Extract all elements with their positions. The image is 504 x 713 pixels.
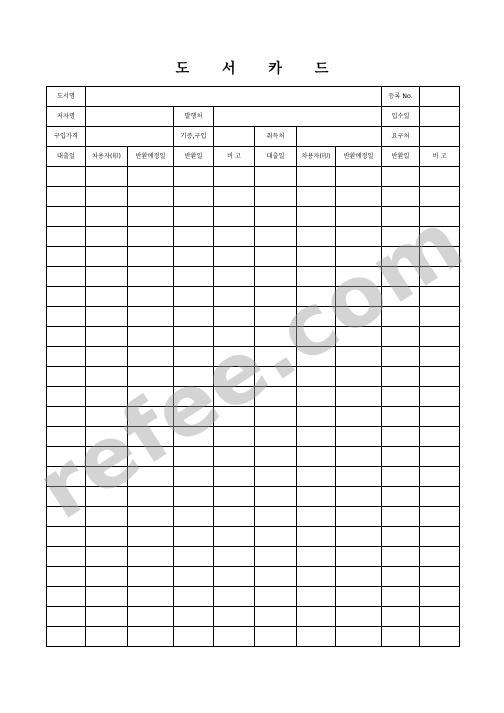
loan-cell[interactable] [86, 567, 128, 587]
loan-cell[interactable] [128, 587, 174, 607]
author-label: 저자명 [47, 107, 86, 127]
loan-cell[interactable] [382, 627, 420, 647]
loan-row [47, 407, 460, 427]
loan-cell[interactable] [174, 587, 214, 607]
loan-cell[interactable] [255, 607, 297, 627]
loan-cell[interactable] [255, 427, 297, 447]
loan-cell[interactable] [255, 487, 297, 507]
loan-cell[interactable] [47, 347, 86, 367]
loan-cell[interactable] [255, 447, 297, 467]
loan-cell[interactable] [382, 447, 420, 467]
loan-cell[interactable] [128, 567, 174, 587]
loan-cell[interactable] [128, 387, 174, 407]
loan-cell[interactable] [297, 507, 336, 527]
loan-cell[interactable] [128, 267, 174, 287]
loan-cell[interactable] [214, 627, 255, 647]
loan-cell[interactable] [86, 507, 128, 527]
loan-cell[interactable] [382, 207, 420, 227]
loan-cell[interactable] [174, 187, 214, 207]
loan-cell[interactable] [128, 507, 174, 527]
loan-cell[interactable] [382, 307, 420, 327]
book-name-label: 도서명 [47, 87, 86, 107]
loan-cell[interactable] [214, 187, 255, 207]
loan-cell[interactable] [86, 487, 128, 507]
loan-cell[interactable] [128, 287, 174, 307]
loan-cell[interactable] [255, 167, 297, 187]
loan-cell[interactable] [336, 327, 382, 347]
loan-cell[interactable] [336, 167, 382, 187]
loan-cell[interactable] [297, 627, 336, 647]
header-remarks: 비 고 [214, 147, 255, 167]
reg-no-field[interactable] [420, 87, 460, 107]
loan-cell[interactable] [214, 507, 255, 527]
loan-cell[interactable] [174, 487, 214, 507]
loan-cell[interactable] [420, 567, 460, 587]
loan-cell[interactable] [420, 527, 460, 547]
loan-cell[interactable] [47, 527, 86, 547]
loan-cell[interactable] [86, 587, 128, 607]
loan-cell[interactable] [297, 287, 336, 307]
loan-cell[interactable] [174, 307, 214, 327]
loan-cell[interactable] [174, 287, 214, 307]
loan-cell[interactable] [420, 287, 460, 307]
loan-cell[interactable] [336, 427, 382, 447]
loan-cell[interactable] [86, 347, 128, 367]
loan-cell[interactable] [47, 587, 86, 607]
loan-cell[interactable] [128, 247, 174, 267]
loan-cell[interactable] [47, 287, 86, 307]
loan-row [47, 487, 460, 507]
loan-cell[interactable] [128, 527, 174, 547]
loan-cell[interactable] [174, 407, 214, 427]
loan-cell[interactable] [420, 587, 460, 607]
loan-cell[interactable] [382, 267, 420, 287]
loan-cell[interactable] [255, 507, 297, 527]
loan-cell[interactable] [336, 607, 382, 627]
loan-cell[interactable] [255, 527, 297, 547]
loan-cell[interactable] [420, 507, 460, 527]
loan-cell[interactable] [297, 167, 336, 187]
donation-label: 기증,구입 [174, 127, 214, 147]
loan-cell[interactable] [297, 227, 336, 247]
loan-cell[interactable] [336, 367, 382, 387]
loan-row [47, 267, 460, 287]
loan-cell[interactable] [214, 227, 255, 247]
loan-cell[interactable] [382, 287, 420, 307]
acquired-label: 입수일 [382, 107, 420, 127]
loan-cell[interactable] [255, 387, 297, 407]
loan-cell[interactable] [128, 607, 174, 627]
header-due-date-2: 반환예정일 [336, 147, 382, 167]
loan-cell[interactable] [174, 167, 214, 187]
loan-cell[interactable] [255, 347, 297, 367]
loan-cell[interactable] [214, 447, 255, 467]
loan-cell[interactable] [174, 427, 214, 447]
header-due-date: 반환예정일 [128, 147, 174, 167]
loan-cell[interactable] [382, 547, 420, 567]
loan-row [47, 547, 460, 567]
loan-cell[interactable] [297, 307, 336, 327]
publisher-label: 발행처 [174, 107, 214, 127]
loan-cell[interactable] [47, 507, 86, 527]
loan-cell[interactable] [420, 447, 460, 467]
loan-cell[interactable] [420, 327, 460, 347]
loan-cell[interactable] [174, 447, 214, 467]
loan-cell[interactable] [255, 287, 297, 307]
loan-cell[interactable] [336, 627, 382, 647]
price-label: 구입가격 [47, 127, 86, 147]
loan-cell[interactable] [255, 467, 297, 487]
loan-cell[interactable] [47, 167, 86, 187]
loan-cell[interactable] [255, 307, 297, 327]
loan-cell[interactable] [47, 607, 86, 627]
loan-cell[interactable] [47, 267, 86, 287]
loan-cell[interactable] [47, 567, 86, 587]
loan-cell[interactable] [420, 467, 460, 487]
publisher-field[interactable] [214, 107, 382, 127]
loan-cell[interactable] [255, 407, 297, 427]
requester-label: 요구처 [382, 127, 420, 147]
loan-cell[interactable] [420, 547, 460, 567]
loan-cell[interactable] [128, 367, 174, 387]
loan-cell[interactable] [128, 327, 174, 347]
loan-cell[interactable] [336, 447, 382, 467]
loan-cell[interactable] [420, 207, 460, 227]
loan-cell[interactable] [86, 527, 128, 547]
loan-row [47, 167, 460, 187]
loan-cell[interactable] [297, 407, 336, 427]
loan-cell[interactable] [420, 347, 460, 367]
loan-cell[interactable] [86, 187, 128, 207]
loan-cell[interactable] [47, 247, 86, 267]
loan-cell[interactable] [297, 567, 336, 587]
loan-cell[interactable] [174, 267, 214, 287]
loan-cell[interactable] [174, 527, 214, 547]
loan-cell[interactable] [382, 607, 420, 627]
loan-cell[interactable] [86, 327, 128, 347]
loan-row [47, 527, 460, 547]
loan-cell[interactable] [382, 347, 420, 367]
loan-cell[interactable] [214, 347, 255, 367]
loan-cell[interactable] [336, 567, 382, 587]
book-card-table [46, 86, 460, 647]
loan-cell[interactable] [420, 367, 460, 387]
loan-cell[interactable] [174, 207, 214, 227]
loan-cell[interactable] [47, 407, 86, 427]
loan-cell[interactable] [214, 247, 255, 267]
loan-cell[interactable] [382, 327, 420, 347]
loan-row [47, 247, 460, 267]
loan-cell[interactable] [297, 587, 336, 607]
loan-cell[interactable] [47, 227, 86, 247]
loan-row [47, 607, 460, 627]
loan-cell[interactable] [336, 407, 382, 427]
author-field[interactable] [86, 107, 174, 127]
loan-cell[interactable] [420, 427, 460, 447]
loan-cell[interactable] [420, 607, 460, 627]
loan-cell[interactable] [297, 327, 336, 347]
acquired-field[interactable] [420, 107, 460, 127]
loan-cell[interactable] [420, 387, 460, 407]
price-field[interactable] [86, 127, 174, 147]
loan-cell[interactable] [86, 167, 128, 187]
loan-cell[interactable] [128, 167, 174, 187]
loan-cell[interactable] [174, 387, 214, 407]
loan-cell[interactable] [174, 567, 214, 587]
loan-cell[interactable] [214, 207, 255, 227]
loan-cell[interactable] [336, 207, 382, 227]
loan-cell[interactable] [214, 547, 255, 567]
loan-cell[interactable] [214, 487, 255, 507]
loan-cell[interactable] [128, 407, 174, 427]
loan-cell[interactable] [297, 427, 336, 447]
requester-field[interactable] [420, 127, 460, 147]
loan-cell[interactable] [420, 187, 460, 207]
loan-cell[interactable] [297, 247, 336, 267]
loan-cell[interactable] [174, 347, 214, 367]
loan-row [47, 187, 460, 207]
loan-cell[interactable] [86, 307, 128, 327]
donation-field[interactable] [214, 127, 255, 147]
loan-cell[interactable] [255, 227, 297, 247]
loan-cell[interactable] [382, 187, 420, 207]
loan-cell[interactable] [86, 607, 128, 627]
loan-cell[interactable] [174, 627, 214, 647]
loan-row [47, 427, 460, 447]
loan-row [47, 447, 460, 467]
loan-cell[interactable] [297, 607, 336, 627]
loan-cell[interactable] [174, 547, 214, 567]
loan-cell[interactable] [336, 347, 382, 367]
loan-cell[interactable] [382, 367, 420, 387]
loan-cell[interactable] [214, 607, 255, 627]
loan-cell[interactable] [255, 267, 297, 287]
loan-cell[interactable] [297, 467, 336, 487]
loan-header-row [47, 147, 460, 167]
loan-cell[interactable] [420, 407, 460, 427]
loan-cell[interactable] [47, 327, 86, 347]
loan-cell[interactable] [47, 547, 86, 567]
loan-row [47, 307, 460, 327]
loan-cell[interactable] [86, 387, 128, 407]
loan-cell[interactable] [47, 387, 86, 407]
loan-cell[interactable] [420, 227, 460, 247]
loan-cell[interactable] [336, 227, 382, 247]
loan-cell[interactable] [382, 507, 420, 527]
header-loan-date: 대출일 [47, 147, 86, 167]
loan-cell[interactable] [297, 447, 336, 467]
loan-cell[interactable] [174, 607, 214, 627]
loan-cell[interactable] [47, 187, 86, 207]
loan-cell[interactable] [128, 467, 174, 487]
loan-cell[interactable] [214, 387, 255, 407]
header-remarks-2: 비 고 [420, 147, 460, 167]
loan-cell[interactable] [336, 247, 382, 267]
loan-cell[interactable] [174, 327, 214, 347]
book-name-field[interactable] [86, 87, 382, 107]
loan-cell[interactable] [382, 427, 420, 447]
header-borrower: 차용자(印) [86, 147, 128, 167]
loan-cell[interactable] [336, 187, 382, 207]
loan-cell[interactable] [336, 467, 382, 487]
loan-cell[interactable] [128, 187, 174, 207]
loan-cell[interactable] [214, 567, 255, 587]
loan-cell[interactable] [86, 427, 128, 447]
loan-row [47, 387, 460, 407]
loan-cell[interactable] [336, 547, 382, 567]
loan-cell[interactable] [297, 547, 336, 567]
info-row-3 [47, 127, 460, 147]
loan-cell[interactable] [86, 267, 128, 287]
loan-row [47, 327, 460, 347]
loan-cell[interactable] [336, 527, 382, 547]
loan-cell[interactable] [86, 287, 128, 307]
loan-cell[interactable] [214, 527, 255, 547]
loan-row [47, 207, 460, 227]
loan-cell[interactable] [86, 627, 128, 647]
loan-cell[interactable] [255, 367, 297, 387]
header-return-date-2: 반환일 [382, 147, 420, 167]
loan-cell[interactable] [47, 467, 86, 487]
loan-cell[interactable] [382, 407, 420, 427]
loan-cell[interactable] [382, 467, 420, 487]
loan-cell[interactable] [297, 187, 336, 207]
loan-cell[interactable] [174, 507, 214, 527]
loan-row [47, 627, 460, 647]
loan-row [47, 587, 460, 607]
loan-cell[interactable] [214, 267, 255, 287]
loan-cell[interactable] [214, 407, 255, 427]
loan-row [47, 287, 460, 307]
loan-cell[interactable] [255, 327, 297, 347]
info-row-2 [47, 107, 460, 127]
loan-cell[interactable] [128, 547, 174, 567]
loan-cell[interactable] [128, 447, 174, 467]
loan-cell[interactable] [86, 367, 128, 387]
loan-row [47, 467, 460, 487]
loan-cell[interactable] [336, 487, 382, 507]
loan-cell[interactable] [174, 247, 214, 267]
loan-cell[interactable] [47, 207, 86, 227]
loan-cell[interactable] [382, 567, 420, 587]
loan-cell[interactable] [255, 547, 297, 567]
loan-cell[interactable] [420, 247, 460, 267]
loan-cell[interactable] [297, 487, 336, 507]
loan-cell[interactable] [86, 207, 128, 227]
page-title: 도 서 카 드 [175, 61, 343, 77]
loan-cell[interactable] [128, 307, 174, 327]
loan-cell[interactable] [297, 367, 336, 387]
loan-cell[interactable] [336, 307, 382, 327]
loan-cell[interactable] [214, 327, 255, 347]
loan-cell[interactable] [174, 467, 214, 487]
loan-cell[interactable] [86, 447, 128, 467]
loan-cell[interactable] [297, 267, 336, 287]
loan-cell[interactable] [128, 347, 174, 367]
loan-cell[interactable] [382, 487, 420, 507]
loan-cell[interactable] [86, 227, 128, 247]
loan-cell[interactable] [47, 627, 86, 647]
info-row-1 [47, 87, 460, 107]
header-return-date: 반환일 [174, 147, 214, 167]
loan-cell[interactable] [47, 427, 86, 447]
loan-cell[interactable] [214, 367, 255, 387]
loan-cell[interactable] [420, 267, 460, 287]
loan-cell[interactable] [382, 527, 420, 547]
loan-cell[interactable] [382, 227, 420, 247]
loan-cell[interactable] [382, 387, 420, 407]
loan-cell[interactable] [214, 467, 255, 487]
loan-cell[interactable] [86, 247, 128, 267]
loan-cell[interactable] [214, 587, 255, 607]
loan-cell[interactable] [128, 427, 174, 447]
loan-row [47, 347, 460, 367]
loan-cell[interactable] [214, 307, 255, 327]
loan-cell[interactable] [86, 407, 128, 427]
loan-cell[interactable] [382, 587, 420, 607]
loan-cell[interactable] [336, 287, 382, 307]
loan-cell[interactable] [47, 487, 86, 507]
loan-cell[interactable] [297, 527, 336, 547]
source-field[interactable] [297, 127, 382, 147]
loan-cell[interactable] [297, 347, 336, 367]
loan-cell[interactable] [47, 307, 86, 327]
header-loan-date-2: 대출일 [255, 147, 297, 167]
loan-cell[interactable] [297, 387, 336, 407]
loan-cell[interactable] [255, 207, 297, 227]
watermark: refee.com [20, 191, 480, 539]
loan-cell[interactable] [128, 227, 174, 247]
loan-cell[interactable] [214, 167, 255, 187]
loan-cell[interactable] [47, 367, 86, 387]
loan-cell[interactable] [174, 367, 214, 387]
loan-row [47, 227, 460, 247]
loan-cell[interactable] [86, 467, 128, 487]
loan-cell[interactable] [420, 487, 460, 507]
loan-cell[interactable] [382, 247, 420, 267]
loan-cell[interactable] [255, 187, 297, 207]
loan-cell[interactable] [382, 167, 420, 187]
loan-cell[interactable] [336, 387, 382, 407]
loan-cell[interactable] [214, 287, 255, 307]
reg-no-label: 등록 No. [382, 87, 420, 107]
loan-cell[interactable] [336, 507, 382, 527]
loan-cell[interactable] [255, 247, 297, 267]
loan-cell[interactable] [174, 227, 214, 247]
loan-cell[interactable] [255, 627, 297, 647]
loan-cell[interactable] [128, 627, 174, 647]
loan-cell[interactable] [420, 307, 460, 327]
loan-row [47, 507, 460, 527]
loan-row [47, 367, 460, 387]
loan-cell[interactable] [297, 207, 336, 227]
loan-cell[interactable] [255, 587, 297, 607]
loan-cell[interactable] [86, 547, 128, 567]
loan-cell[interactable] [255, 567, 297, 587]
loan-cell[interactable] [128, 207, 174, 227]
header-borrower-2: 차용자(印) [297, 147, 336, 167]
loan-cell[interactable] [47, 447, 86, 467]
loan-cell[interactable] [420, 627, 460, 647]
loan-cell[interactable] [420, 167, 460, 187]
loan-row [47, 567, 460, 587]
loan-cell[interactable] [336, 587, 382, 607]
loan-cell[interactable] [214, 427, 255, 447]
source-label: 취득처 [255, 127, 297, 147]
loan-cell[interactable] [128, 487, 174, 507]
loan-cell[interactable] [336, 267, 382, 287]
